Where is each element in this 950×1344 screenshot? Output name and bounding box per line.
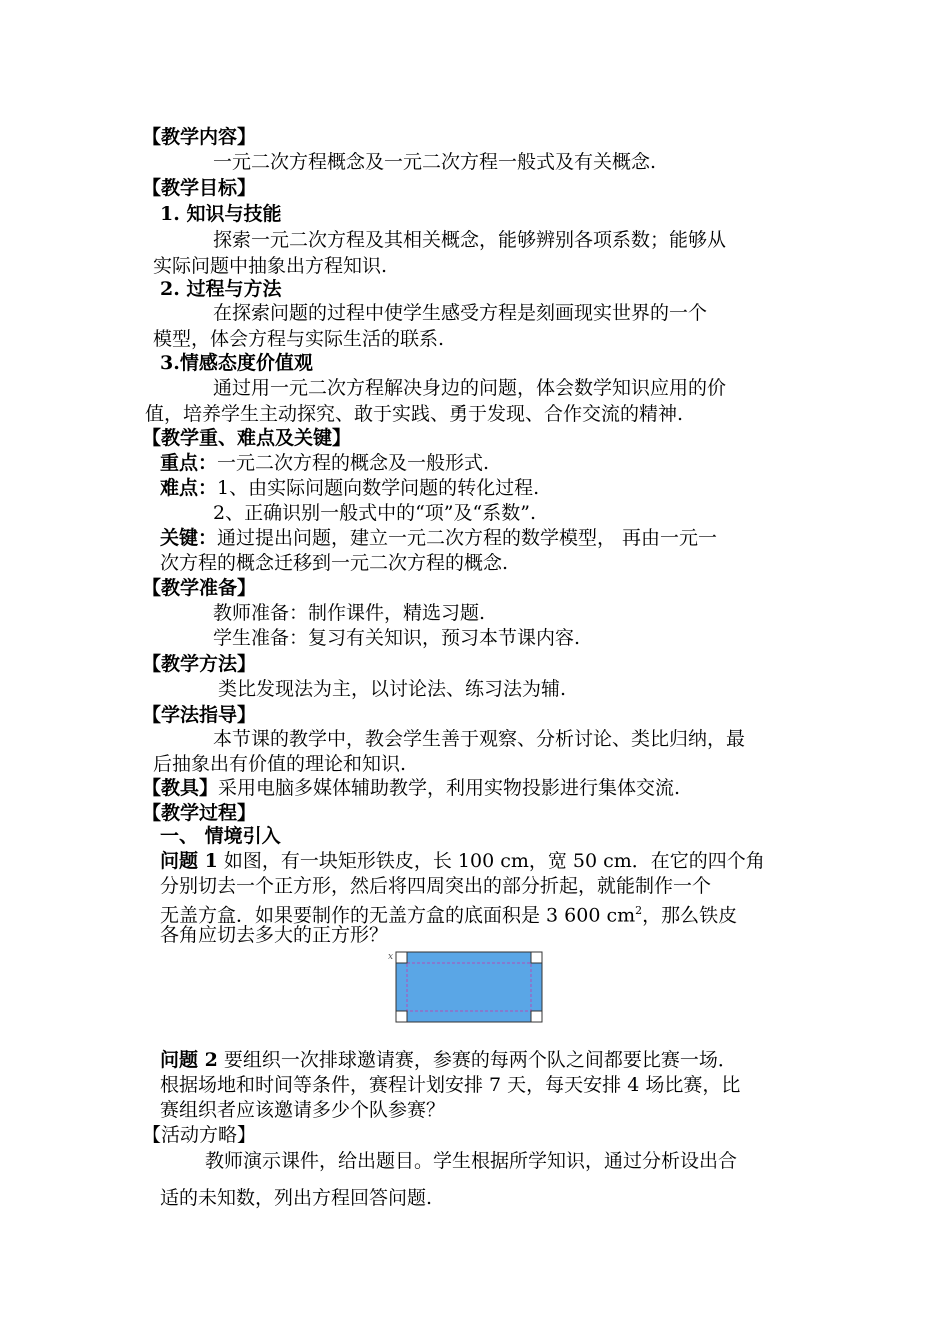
goal-1-title: 1. 知识与技能 xyxy=(160,203,282,225)
teaching-goals-heading: 【教学目标】 xyxy=(142,177,257,199)
teacher-preparation: 教师准备：制作课件，精选习题. xyxy=(213,602,486,624)
goal-2-title: 2. 过程与方法 xyxy=(160,278,282,300)
corner-square-top-right xyxy=(531,952,542,963)
question-2-line-3: 赛组织者应该邀请多少个队参赛？ xyxy=(160,1099,446,1121)
key-points-heading: 【教学重、难点及关键】 xyxy=(142,427,352,449)
corner-square-bottom-right xyxy=(531,1011,542,1022)
study-guide-line-1: 本节课的教学中，教会学生善于观察、分析讨论、类比归纳，最 xyxy=(213,728,746,750)
crux-line-2: 次方程的概念迁移到一元二次方程的概念. xyxy=(160,552,509,574)
question-2-text-1: 要组织一次排球邀请赛，参赛的每两个队之间都要比赛一场． xyxy=(217,1049,737,1071)
square-superscript: 2 xyxy=(635,904,643,917)
key-point-text: 一元二次方程的概念及一般形式. xyxy=(217,452,490,474)
question-1-text-3b: ，那么铁皮 xyxy=(642,904,738,927)
crux-text-1: 通过提出问题，建立一元二次方程的数学模型， 再由一元一 xyxy=(217,527,718,549)
difficulty-line xyxy=(160,475,539,501)
teaching-tools-label: 【教具】 xyxy=(142,777,219,799)
crux-label: 关键： xyxy=(160,527,218,549)
goal-2-line-2: 模型，体会方程与实际生活的联系. xyxy=(153,328,445,350)
activity-line-1: 教师演示课件，给出题目。学生根据所学知识，通过分析设出合 xyxy=(205,1150,738,1172)
activity-heading: 【活动方略】 xyxy=(142,1124,257,1146)
teaching-tools-text: 采用电脑多媒体辅助教学，利用实物投影进行集体交流. xyxy=(218,777,681,799)
question-2-line-2: 根据场地和时间等条件，赛程计划安排 7 天，每天安排 4 场比赛，比 xyxy=(160,1074,741,1096)
question-1-text-3a: 无盖方盒．如果要制作的无盖方盒的底面积是 3 600 cm xyxy=(160,904,636,927)
question-1-line-2: 分别切去一个正方形，然后将四周突出的部分折起，就能制作一个 xyxy=(160,875,712,897)
teaching-content-text: 一元二次方程概念及一元二次方程一般式及有关概念. xyxy=(213,151,657,173)
study-guide-line-2: 后抽象出有价值的理论和知识. xyxy=(153,753,407,775)
difficulty-label: 难点： xyxy=(160,477,218,499)
part-1-title: 一、 情境引入 xyxy=(160,825,281,847)
method-text: 类比发现法为主，以讨论法、练习法为辅. xyxy=(218,678,567,700)
iron-sheet-diagram xyxy=(388,948,546,1026)
goal-3-title: 3.情感态度价值观 xyxy=(160,352,313,374)
study-guide-heading: 【学法指导】 xyxy=(142,704,257,726)
activity-line-2: 适的未知数，列出方程回答问题. xyxy=(160,1187,433,1209)
teaching-content-heading: 【教学内容】 xyxy=(142,126,257,148)
question-1-line-4: 各角应切去多大的正方形？ xyxy=(160,924,389,946)
goal-3-line-1: 通过用一元二次方程解决身边的问题，体会数学知识应用的价 xyxy=(213,377,727,399)
crux-line-1 xyxy=(160,525,717,551)
question-1-text-1: 如图，有一块矩形铁皮，长 100 cm，宽 50 cm．在它的四个角 xyxy=(217,850,765,872)
method-heading: 【教学方法】 xyxy=(142,653,257,675)
preparation-heading: 【教学准备】 xyxy=(142,577,257,599)
teaching-tools-line xyxy=(142,775,680,801)
question-1-line-1 xyxy=(160,848,765,874)
goal-3-line-2: 值，培养学生主动探究、敢于实践、勇于发现、合作交流的精神. xyxy=(145,403,684,425)
corner-square-bottom-left xyxy=(396,1011,407,1022)
figure-x-label: x xyxy=(388,952,394,962)
goal-1-line-1: 探索一元二次方程及其相关概念，能够辨别各项系数；能够从 xyxy=(213,229,727,251)
goal-2-line-1: 在探索问题的过程中使学生感受方程是刻画现实世界的一个 xyxy=(213,302,708,324)
question-2-label: 问题 2 xyxy=(160,1049,218,1071)
difficulty-1: 1、由实际问题向数学问题的转化过程. xyxy=(217,477,540,499)
question-2-line-1 xyxy=(160,1047,737,1073)
key-point-label: 重点： xyxy=(160,452,218,474)
iron-sheet-figure xyxy=(388,948,546,1026)
difficulty-2: 2、正确识别一般式中的“项”及“系数”. xyxy=(213,502,536,524)
question-1-label: 问题 1 xyxy=(160,850,218,872)
goal-1-line-2: 实际问题中抽象出方程知识. xyxy=(153,255,388,277)
process-heading: 【教学过程】 xyxy=(142,802,257,824)
key-point-line xyxy=(160,450,489,476)
student-preparation: 学生准备：复习有关知识，预习本节课内容. xyxy=(213,627,581,649)
corner-square-top-left xyxy=(396,952,407,963)
